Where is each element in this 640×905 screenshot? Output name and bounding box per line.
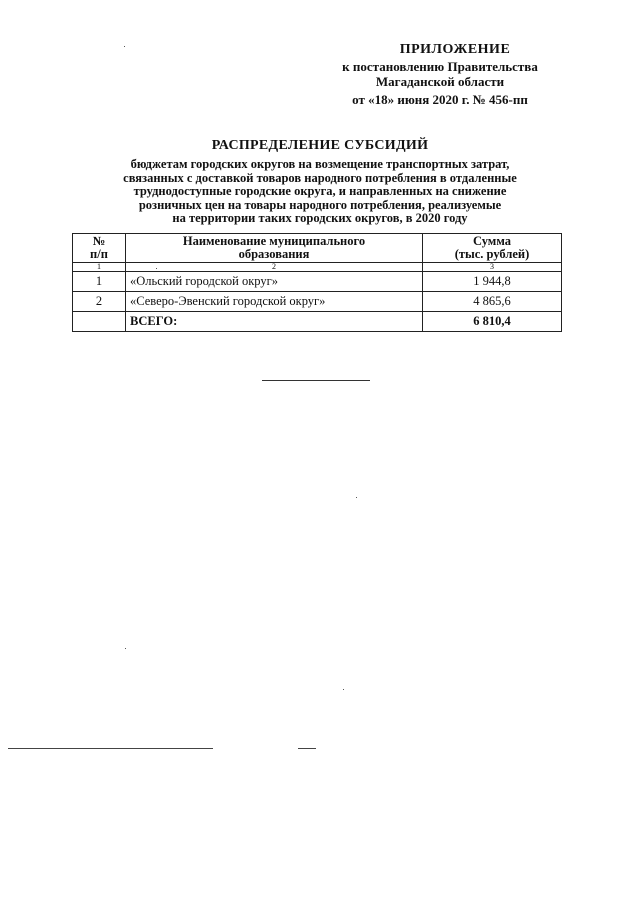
- appendix-heading: ПРИЛОЖЕНИЕ: [399, 42, 511, 57]
- row-sum: 1 944,8: [423, 272, 562, 292]
- subtitle-line: на территории таких городских округов, в 2020 году: [172, 211, 468, 225]
- table-header-row: [73, 234, 562, 263]
- subtitle-line: связанных с доставкой товаров народного потребления в отдаленные: [123, 170, 517, 185]
- scan-line-short: [298, 748, 316, 749]
- subtitle-line: труднодоступные городские округа, и направленных на снижение: [133, 184, 507, 198]
- document-title: РАСПРЕДЕЛЕНИЕ СУБСИДИЙ: [211, 138, 429, 153]
- column-number: 1: [73, 263, 126, 272]
- column-number-row: [73, 263, 562, 272]
- total-row: [73, 312, 562, 332]
- appendix-block: [300, 42, 580, 107]
- scan-line: [8, 748, 213, 749]
- column-number: 2: [126, 263, 423, 272]
- scan-speck: [356, 497, 357, 498]
- end-divider: [262, 380, 370, 381]
- header-name-line: образования: [238, 247, 310, 261]
- total-label: ВСЕГО:: [126, 312, 423, 332]
- subsidy-table: [72, 233, 562, 332]
- appendix-line-1: к постановлению Правительства: [342, 59, 538, 74]
- subtitle-line: бюджетам городских округов на возмещение транспортных затрат,: [130, 157, 510, 171]
- header-sum: [423, 234, 562, 263]
- header-num-line: п/п: [90, 247, 108, 261]
- appendix-line-3: от «18» июня 2020 г. № 456-пп: [352, 92, 528, 107]
- row-name: «Северо-Эвенский городской округ»: [126, 292, 423, 312]
- total-num: [73, 312, 126, 332]
- column-number: 3: [423, 263, 562, 272]
- row-sum: 4 865,6: [423, 292, 562, 312]
- scan-speck: [156, 268, 157, 269]
- total-sum: 6 810,4: [423, 312, 562, 332]
- scan-speck: [343, 689, 344, 690]
- scan-speck: [125, 648, 126, 649]
- row-num: 2: [73, 292, 126, 312]
- scan-speck: [124, 46, 125, 47]
- row-num: 1: [73, 272, 126, 292]
- document-subtitle: [60, 158, 580, 226]
- header-sum-line: (тыс. рублей): [454, 247, 530, 261]
- table-row: [73, 292, 562, 312]
- header-num: [73, 234, 126, 263]
- header-num-line: №: [92, 234, 106, 248]
- header-name: [126, 234, 423, 263]
- appendix-line-2: Магаданской области: [375, 74, 505, 89]
- header-sum-line: Сумма: [473, 234, 511, 248]
- subtitle-line: розничных цен на товары народного потребления, реализуемые: [138, 197, 502, 212]
- table-row: [73, 272, 562, 292]
- header-name-line: Наименование муниципального: [182, 234, 366, 248]
- row-name: «Ольский городской округ»: [126, 272, 423, 292]
